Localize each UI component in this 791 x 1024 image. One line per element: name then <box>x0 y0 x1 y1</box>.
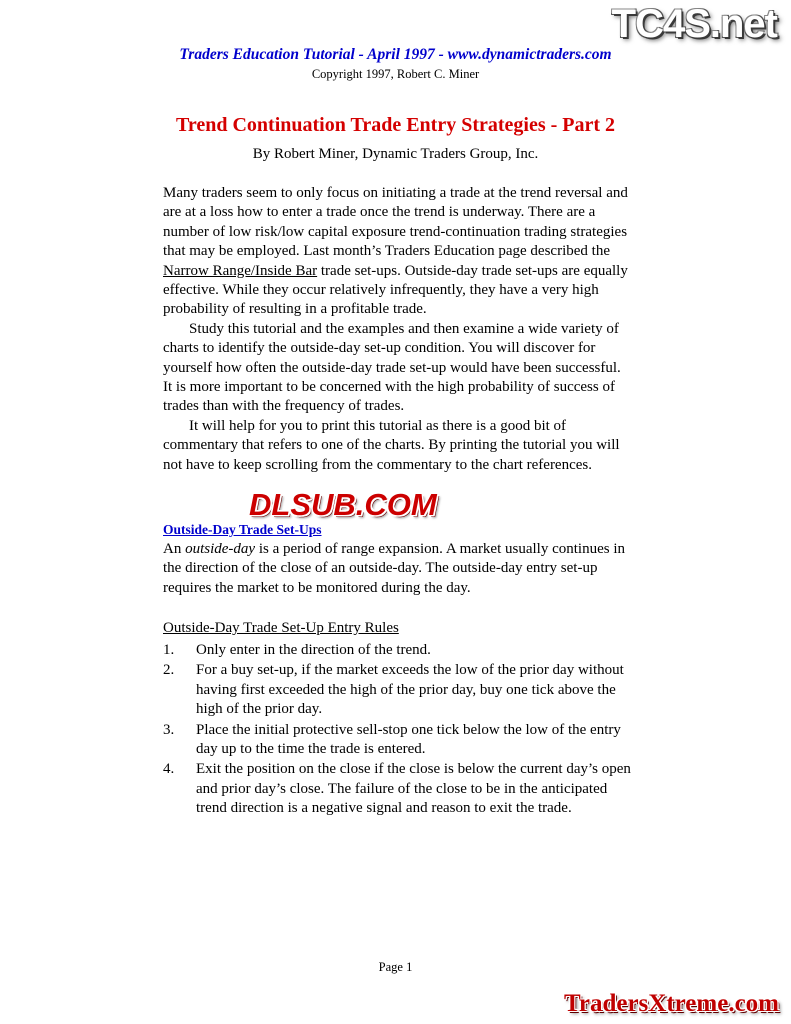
section-text-b: is a period of range expansion. A market usually continues in the direction of the close of an outside-day. The outside-day entry set-up requires the market to be monitored during the day. <box>163 541 625 596</box>
watermark-tc4s: TC4S.net <box>611 2 777 46</box>
byline: By Robert Miner, Dynamic Traders Group, Inc. <box>252 146 539 162</box>
list-item-text: Only enter in the direction of the trend. <box>196 642 431 658</box>
page-title: Trend Continuation Trade Entry Strategies - Part 2 <box>175 114 616 136</box>
header-tutorial-line: Traders Education Tutorial - April 1997 - www.dynamictraders.com <box>179 46 612 63</box>
list-item-number: 3. <box>163 721 175 738</box>
section-text-italic: outside-day <box>185 541 256 557</box>
page-number: Page 1 <box>378 960 413 974</box>
list-item <box>163 760 633 818</box>
list-item-number: 1. <box>163 642 175 658</box>
watermark-tradersxtreme: TradersXtreme.com <box>564 990 779 1017</box>
section-body-outside-day <box>163 540 633 598</box>
header-copyright-line: Copyright 1997, Robert C. Miner <box>311 67 480 81</box>
watermark-dlsub: DLSUB.COM <box>249 487 437 522</box>
section-text-a: An <box>163 541 186 557</box>
list-item-text: Exit the position on the close if the close is below the current day’s open and prior day’s close. The failure of the close to be in the anticipated trend direction is a negative signal and reason to exit the trade. <box>196 761 631 817</box>
list-item-text: For a buy set-up, if the market exceeds the low of the prior day without having first exceeded the high of the prior day, buy one tick above the high of the prior day. <box>196 662 624 718</box>
paragraph-3: It will help for you to print this tutorial as there is a good bit of commentary that refers to one of the charts. By printing the tutorial you will not have to keep scrolling from the commentary to the chart references. <box>163 417 620 473</box>
paragraph-2: Study this tutorial and the examples and then examine a wide variety of charts to identify the outside-day set-up condition. You will discover for yourself how often the outside-day trade set-up would have been successful. It is more important to be concerned with the high probability of success of trades than with the frequency of trades. <box>163 320 621 415</box>
list-item-text: Place the initial protective sell-stop one tick below the low of the entry day up to the time the trade is entered. <box>196 721 621 758</box>
rules-list <box>163 641 633 820</box>
list-item <box>163 661 633 719</box>
list-item-number: 4. <box>163 761 175 778</box>
body-text <box>163 184 629 475</box>
narrow-range-inside-bar-link[interactable]: Narrow Range/Inside Bar <box>163 262 318 279</box>
list-item-number: 2. <box>163 662 175 679</box>
rules-heading: Outside-Day Trade Set-Up Entry Rules <box>163 620 399 636</box>
section-heading-outside-day: Outside-Day Trade Set-Ups <box>163 522 322 537</box>
paragraph-1-part-b: trade set-ups. Outside-day trade set-ups are equally effective. While they occur relatively infrequently, they have a very high probability of resulting in a profitable trade. <box>163 262 628 318</box>
list-item <box>163 641 633 660</box>
paragraph-1 <box>163 184 629 320</box>
list-item <box>163 721 633 760</box>
paragraph-1-part-a: Many traders seem to only focus on initiating a trade at the trend reversal and are at a loss how to enter a trade once the trend is underway. There are a number of low risk/low capital exposure trend-continuation trading strategies that may be employed. Last month’s Traders Education page described the <box>163 185 628 260</box>
